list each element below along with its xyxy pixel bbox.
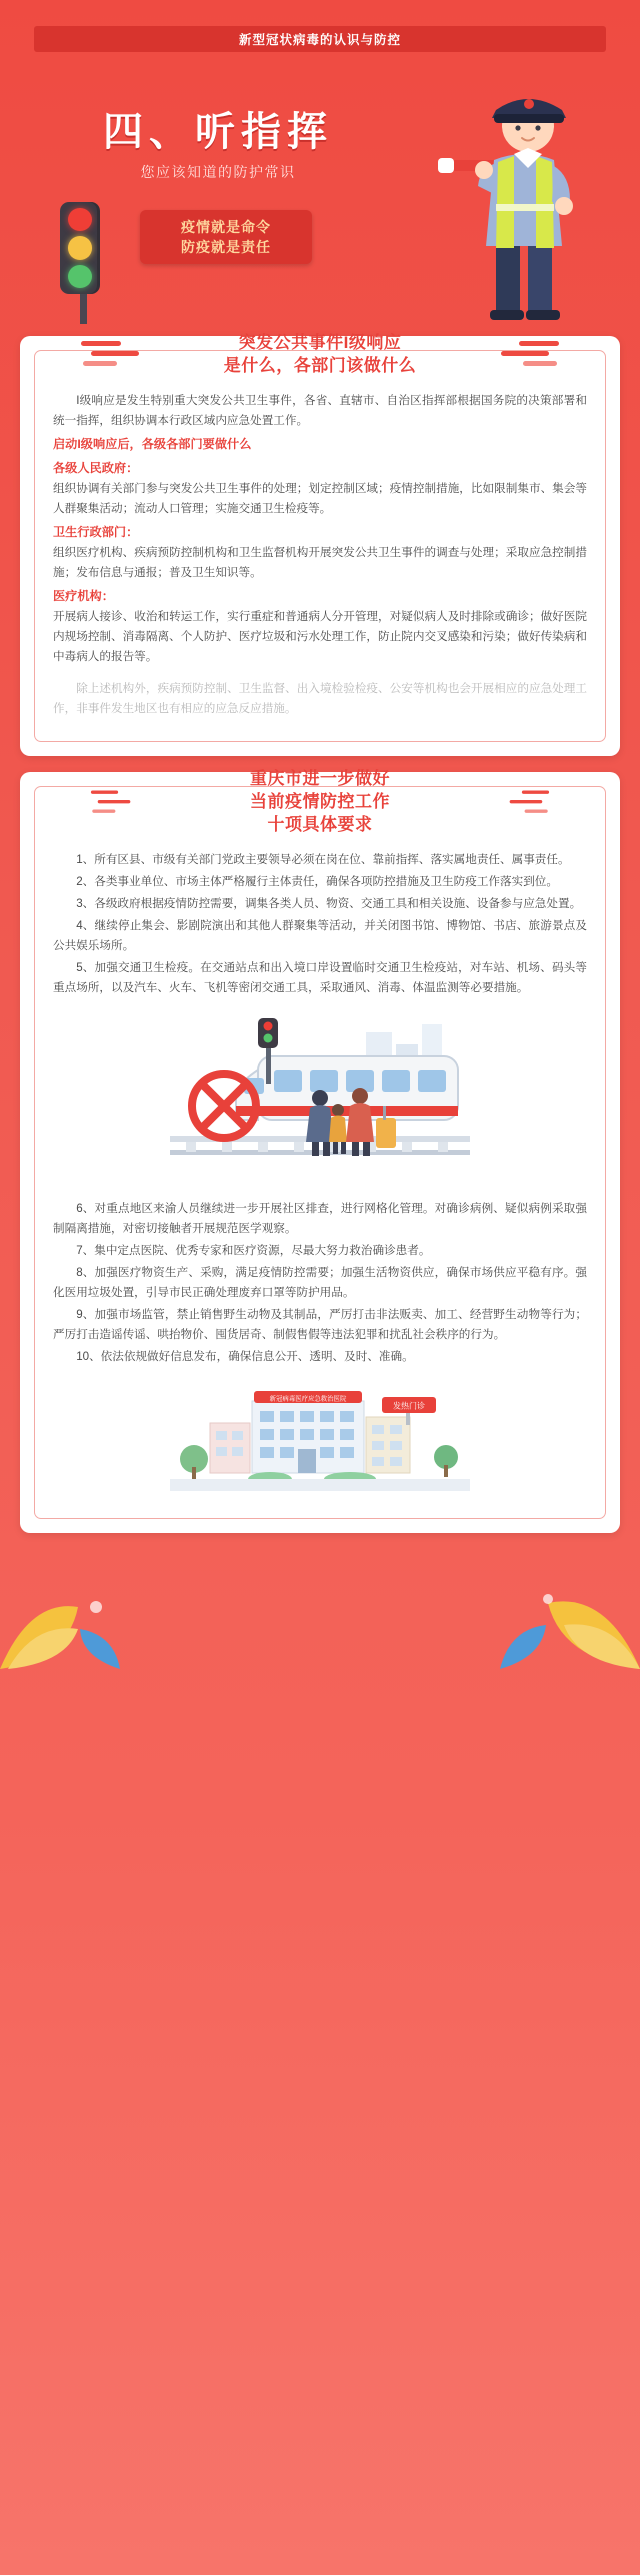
top-banner — [34, 26, 606, 52]
card1-heading-line-2: 是什么，各部门该做什么 — [223, 356, 417, 375]
card1-intro: I级响应是发生特别重大突发公共卫生事件，各省、直辖市、自治区指挥部根据国务院的决策部署和统一指挥，组织协调本行政区域内应急处置工作。 — [53, 394, 587, 427]
card2-heading-line-3: 十项具体要求 — [267, 815, 373, 834]
traffic-light-pole — [80, 294, 87, 324]
hospital-banner-text: 新冠病毒医疗应急救治医院 — [269, 1395, 347, 1403]
card1-question: 启动I级响应后，各级各部门要做什么 — [53, 437, 252, 451]
card2-item-3: 3、各级政府根据疫情防控需要，调集各类人员、物资、交通工具和相关设施、设备参与应急处置。 — [76, 897, 582, 910]
page-subtitle: 您应该知道的防护常识 — [140, 164, 296, 180]
card2-item-2: 2、各类事业单位、市场主体严格履行主体责任，确保各项防控措施及卫生防疫工作落实到位。 — [76, 875, 558, 888]
card2-item-9: 9、加强市场监管，禁止销售野生动物及其制品，严厉打击非法贩卖、加工、经营野生动物等行为；严厉打击造谣传谣、哄抬物价、囤货居奇、制假售假等违法犯罪和扰乱社会秩序的行为。 — [53, 1308, 587, 1341]
card-level1-response — [20, 333, 620, 756]
bottom-decoration — [0, 1549, 640, 1669]
hero-section — [28, 52, 612, 320]
page-title: 四、听指挥 — [103, 110, 333, 154]
card2-item-10: 10、依法依规做好信息发布，确保信息公开、透明、及时、准确。 — [76, 1350, 414, 1363]
card-chongqing-ten-requirements — [20, 769, 620, 1533]
traffic-light-red-lamp — [68, 208, 92, 231]
card1-section-body-0: 组织协调有关部门参与突发公共卫生事件的处理；划定控制区域；疫情控制措施，比如限制集市、集会等人群聚集活动；流动人口管理；实施交通卫生检疫等。 — [53, 482, 587, 515]
card2-heading-line-1: 重庆市进一步做好 — [250, 769, 390, 788]
traffic-light-icon — [60, 202, 106, 322]
ribbon-right-decoration-2 — [497, 785, 559, 819]
card2-heading-line-2: 当前疫情防控工作 — [250, 792, 390, 811]
card2-heading — [85, 767, 555, 836]
card1-section-title-1: 卫生行政部门： — [53, 525, 139, 539]
card2-item-6: 6、对重点地区来渝人员继续进一步开展社区排查，进行网格化管理。对确诊病例、疑似病例采取强制隔离措施，对密切接触者开展规范医学观察。 — [53, 1202, 587, 1235]
card1-footnote: 除上述机构外，疾病预防控制、卫生监督、出入境检验检疫、公安等机构也会开展相应的应急处理工作，非事件发生地区也有相应的应急反应措施。 — [53, 682, 587, 715]
card1-section-title-2: 医疗机构： — [53, 589, 114, 603]
fever-clinic-sign-text: 发热门诊 — [393, 1401, 425, 1411]
card2-item-8: 8、加强医疗物资生产、采购，满足疫情防控需要；加强生活物资供应，确保市场供应平稳有序。强化医用垃圾处置，引导市民正确处理废弃口罩等防护用品。 — [53, 1266, 587, 1299]
traffic-light-yellow-lamp — [68, 236, 92, 259]
card1-section-title-0: 各级人民政府： — [53, 461, 139, 475]
card1-section-body-1: 组织医疗机构、疾病预防控制机构和卫生监督机构开展突发公共卫生事件的调查与处理；采取应急控制措施；发布信息与通报；普及卫生知识等。 — [53, 546, 587, 579]
bottom-leaves-illustration — [0, 1549, 640, 1669]
train-station-illustration — [53, 1010, 587, 1186]
traffic-light-green-lamp — [68, 265, 92, 288]
top-banner-title: 新型冠状病毒的认识与防控 — [238, 33, 401, 47]
slogan-line-1: 疫情就是命令 — [181, 219, 271, 235]
card1-section-body-2: 开展病人接诊、收治和转运工作，实行重症和普通病人分开管理，对疑似病人及时排除或确诊；做好医院内规场控制、消毒隔离、个人防护、医疗垃圾和污水处理工作，防止院内交叉感染和污染；做好传染病和中毒病人的报告等。 — [53, 610, 587, 663]
card2-item-5: 5、加强交通卫生检疫。在交通站点和出入境口岸设置临时交通卫生检疫站，对车站、机场、码头等重点场所，以及汽车、火车、飞机等密闭交通工具，采取通风、消毒、体温监测等必要措施。 — [53, 961, 587, 994]
card1-heading — [85, 331, 555, 377]
hospital-illustration — [53, 1379, 587, 1491]
slogan-line-2: 防疫就是责任 — [181, 239, 271, 255]
ribbon-left-decoration — [81, 337, 143, 371]
card2-item-4: 4、继续停止集会、影剧院演出和其他人群聚集等活动，并关闭图书馆、博物馆、书店、旅游景点及公共娱乐场所。 — [53, 919, 587, 952]
ribbon-left-decoration-2 — [81, 785, 143, 819]
policeman-illustration — [436, 64, 606, 320]
card2-item-7: 7、集中定点医院、优秀专家和医疗资源，尽最大努力救治确诊患者。 — [76, 1244, 431, 1257]
slogan-badge — [140, 210, 312, 264]
card2-item-1: 1、所有区县、市级有关部门党政主要领导必须在岗在位、靠前指挥、落实属地责任、属事责任。 — [76, 853, 570, 866]
ribbon-right-decoration — [497, 337, 559, 371]
card1-heading-line-1: 突发公共事件I级响应 — [238, 333, 402, 352]
